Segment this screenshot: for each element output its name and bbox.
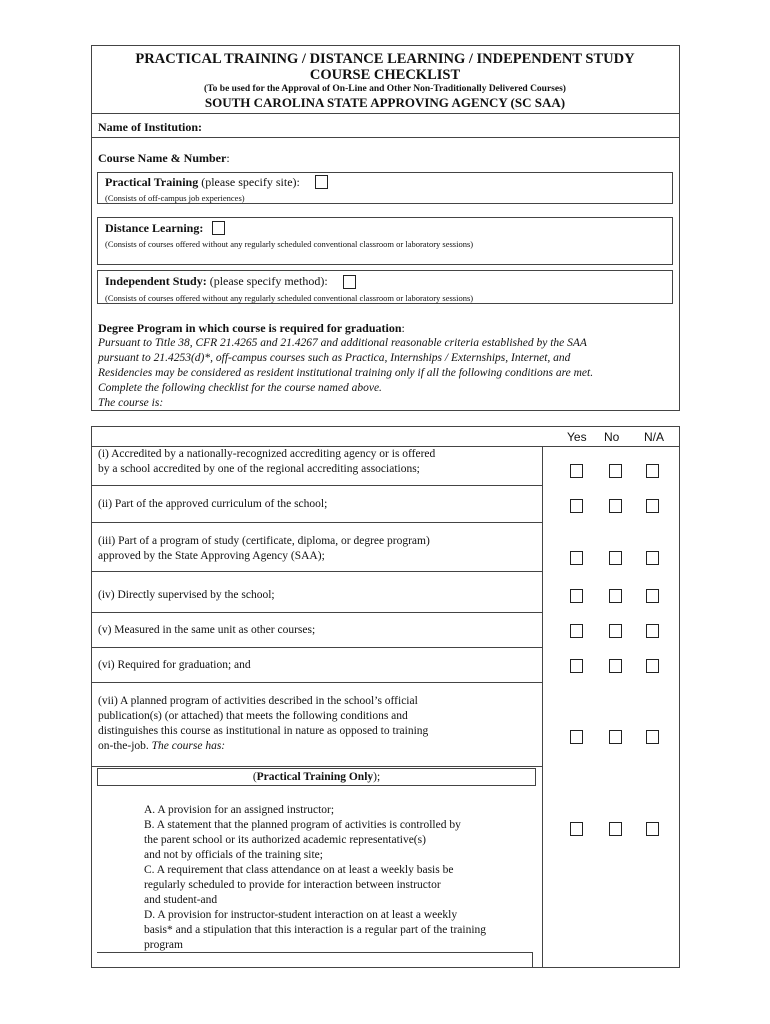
item-iii-na-checkbox[interactable] (646, 551, 659, 565)
item-v-no-checkbox[interactable] (609, 624, 622, 638)
practical-bottom-line (97, 952, 532, 953)
practical-training-only-heading: (Practical Training Only); (252, 771, 381, 783)
degree-text-line: The course is: (98, 397, 164, 409)
practical-only-no-checkbox[interactable] (609, 822, 622, 836)
agency-name: SOUTH CAROLINA STATE APPROVING AGENCY (SC SAA) (204, 95, 566, 110)
item-ii-yes-checkbox[interactable] (570, 499, 583, 513)
item-vi-na-checkbox[interactable] (646, 659, 659, 673)
item-vii-yes-checkbox[interactable] (570, 730, 583, 744)
degree-program-label: Degree Program in which course is required for graduation: (98, 321, 405, 335)
item-vi-yes-checkbox[interactable] (570, 659, 583, 673)
course-name-label: Course Name & Number: (98, 151, 230, 165)
item-ii-na-checkbox[interactable] (646, 499, 659, 513)
item-i-na-checkbox[interactable] (646, 464, 659, 478)
practical-only-na-checkbox[interactable] (646, 822, 659, 836)
column-header-na: N/A (644, 430, 665, 444)
row-divider (91, 612, 542, 613)
row-divider (91, 647, 542, 648)
independent-study-note: (Consists of courses offered without any regularly scheduled conventional classroom or laboratory sessions) (105, 293, 474, 303)
form-subtitle: (To be used for the Approval of On-Line and Other Non-Traditionally Delivered Courses) (204, 84, 566, 94)
practical-training-note: (Consists of off-campus job experiences) (105, 193, 245, 203)
row-divider (91, 766, 542, 767)
item-iv-yes-checkbox[interactable] (570, 589, 583, 603)
item-vii-no-checkbox[interactable] (609, 730, 622, 744)
item-i-yes-checkbox[interactable] (570, 464, 583, 478)
item-v-na-checkbox[interactable] (646, 624, 659, 638)
item-i-no-checkbox[interactable] (609, 464, 622, 478)
practical-training-checkbox[interactable] (315, 175, 328, 189)
checklist-item-text: (v) Measured in the same unit as other courses; (98, 624, 316, 636)
item-iv-no-checkbox[interactable] (609, 589, 622, 603)
row-divider (91, 571, 542, 572)
row-divider (91, 485, 542, 486)
form-title-line2: COURSE CHECKLIST (309, 67, 461, 83)
distance-learning-label: Distance Learning: (105, 221, 204, 235)
item-v-yes-checkbox[interactable] (570, 624, 583, 638)
distance-learning-checkbox[interactable] (212, 221, 225, 235)
independent-study-checkbox[interactable] (343, 275, 356, 289)
checklist-item-text: (i) Accredited by a nationally-recognized accrediting agency or is offered by a school accredited by one of the regional accrediting associations; (98, 448, 436, 475)
degree-text-line: pursuant to 21.4253(d)*, off-campus courses such as Practica, Internships / Externships, Internet, and (98, 352, 571, 364)
row-divider (91, 682, 542, 683)
practical-requirements-list: A. A provision for an assigned instructor; B. A statement that the planned program of activities is controlled by the parent school or its authorized academic representative(s) and not by officials of the training site; C. A requirement that class attendance on at least a weekly basis be regularly scheduled to provide for interaction between instructor and student-and D. A provision for instructor-student interaction on at least a weekly basis* and a stipulation that this interaction is a regular part of the training program (144, 804, 487, 951)
item-vii-na-checkbox[interactable] (646, 730, 659, 744)
checklist-item-text: (iv) Directly supervised by the school; (98, 589, 275, 601)
distance-learning-note: (Consists of courses offered without any regularly scheduled conventional classroom or laboratory sessions) (105, 239, 474, 249)
item-vi-no-checkbox[interactable] (609, 659, 622, 673)
divider (91, 137, 680, 138)
independent-study-label: Independent Study: (please specify method): (105, 274, 328, 288)
checklist-item-text: (iii) Part of a program of study (certificate, diploma, or degree program) approved by the State Approving Agency (SAA); (98, 535, 430, 562)
checklist-item-text: (ii) Part of the approved curriculum of the school; (98, 498, 328, 510)
item-ii-no-checkbox[interactable] (609, 499, 622, 513)
column-header-no: No (604, 430, 620, 444)
practical-right-line (532, 952, 533, 968)
row-divider (91, 522, 542, 523)
item-iii-no-checkbox[interactable] (609, 551, 622, 565)
practical-training-label: Practical Training (please specify site): (105, 175, 300, 189)
institution-label: Name of Institution: (98, 120, 202, 134)
divider (91, 113, 680, 114)
form-title-line1: PRACTICAL TRAINING / DISTANCE LEARNING / INDEPENDENT STUDY (135, 51, 635, 67)
degree-text-line: Pursuant to Title 38, CFR 21.4265 and 21.4267 and additional reasonable criteria established by the SAA (98, 337, 587, 349)
item-iii-yes-checkbox[interactable] (570, 551, 583, 565)
degree-text-line: Complete the following checklist for the course named above. (98, 382, 382, 394)
checklist-item-text: (vi) Required for graduation; and (98, 659, 251, 671)
practical-only-yes-checkbox[interactable] (570, 822, 583, 836)
degree-text-line: Residencies may be considered as resident institutional training only if all the following conditions are met. (98, 367, 594, 379)
column-header-yes: Yes (567, 430, 587, 444)
checklist-item-vii-text: (vii) A planned program of activities described in the school’s official publication(s) (or attached) that meets the following conditions and distinguishes this course as institutional in nature as opposed to training on-the-job. The course has: (98, 695, 429, 752)
item-iv-na-checkbox[interactable] (646, 589, 659, 603)
checklist-column-divider (542, 446, 543, 968)
